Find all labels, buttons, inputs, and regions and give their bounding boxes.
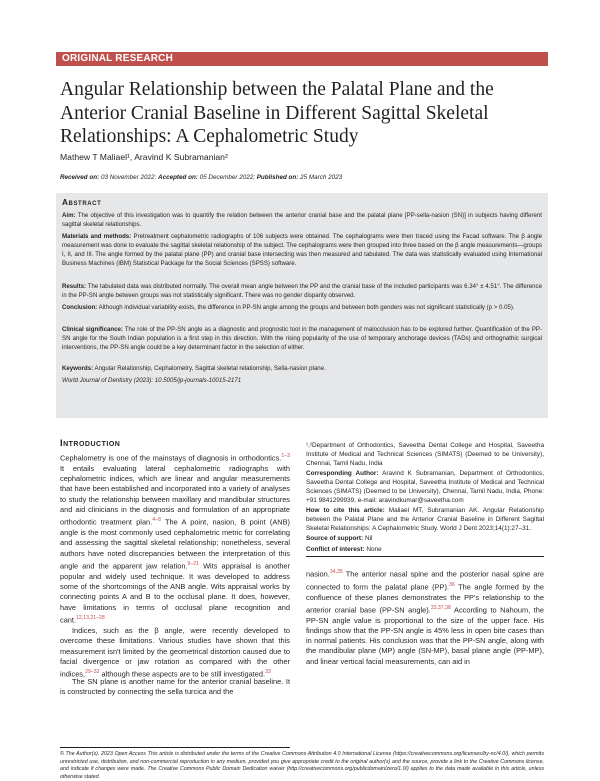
results-label: Results:	[62, 283, 87, 290]
methods-label: Materials and methods:	[62, 233, 132, 240]
intro-p1b: It entails evaluating lateral cephalometric radiographs with cephalometric indices, which are linear and angular measurements that have been established and incorporated into a variety of analyses to study the relationship between maxillary and mandibular structures and aid clinicians in the diagnosis and formulation of an appropriate orthodontic treatment plan.	[60, 463, 290, 527]
intro-paragraph-3: The SN plane is another name for the anterior cranial baseline. It is constructed by connecting the sella turcica and the	[60, 677, 290, 697]
published-date: 25 March 2023	[300, 174, 343, 181]
affiliation-text: ¹,²Department of Orthodontics, Saveetha Dental College and Hospital, Saveetha Institute of Medical and Technical Sciences (SIMATS) (Deemed to be University), Chennai, Tamil Nadu, India	[306, 442, 544, 468]
intro-paragraph-2	[60, 626, 290, 680]
support-text: Nil	[364, 535, 373, 542]
body-c: The angle formed by the confluence of these planes demonstrates the PP's relationship to the anterior cranial base (PP-SN angle).	[306, 582, 544, 615]
abstract-results	[62, 282, 542, 300]
intro-p2b: although these aspects are to be still investigated.	[99, 669, 266, 679]
ref-mark[interactable]: 29–32	[85, 669, 100, 676]
conclusion-text: Although individual variability exists, the difference in PP-SN angle among the groups and between both genders was not significant statistically (p > 0.05).	[98, 304, 515, 311]
aim-label: Aim:	[62, 212, 76, 219]
section-label: ORIGINAL RESEARCH	[56, 52, 548, 66]
ref-mark[interactable]: 1–3	[281, 453, 290, 459]
license-footnote: © The Author(s). 2023 Open Access This article is distributed under the terms of the Creative Commons Attribution 4.0 International License (https://creativecommons.org/licenses/by-nc/4.0/), which permits unrestricted use, distribution, and non-commercial reproduction in any medium, provided you give appropriate credit to the original author(s) and the source, provide a link to the Creative Commons license, and indicate if changes were made. The Creative Commons Public Domain Dedication waiver (http://creativecommons.org/publicdomain/zero/1.0/) applies to the data made available in this article, unless otherwise stated.	[60, 751, 544, 780]
conflict-of-interest	[306, 545, 544, 554]
article-title: Angular Relationship between the Palatal Plane and the Anterior Cranial Baseline in Different Sagittal Skeletal Relationships: A Cephalometric Study	[60, 79, 494, 147]
support-label: Source of support:	[306, 535, 364, 542]
introduction-heading: Introduction	[60, 437, 121, 448]
abstract-keywords	[62, 364, 542, 373]
body-b: The anterior nasal spine and the posterior nasal spine are connected to form the palatal plane (PP).	[306, 569, 544, 592]
published-label: Published on:	[256, 174, 299, 181]
author-list: Mathew T Maliael¹, Aravind K Subramanian²	[60, 152, 228, 162]
abstract-conclusion	[62, 303, 542, 312]
intro-p2a: Indices, such as the β angle, were recently developed to overcome these limitations. Various studies have shown that this measurement isn't limited by the geometrical distortion caused due to facial divergence or jaw rotation as compared with the other indices,	[60, 626, 290, 679]
abstract-aim	[62, 211, 542, 229]
abstract-methods	[62, 232, 542, 268]
conflict-label: Conflict of interest:	[306, 546, 365, 553]
accepted-label: Accepted on:	[158, 174, 198, 181]
body-d: According to Nahoum, the PP-SN angle value is proportional to the size of the upper face. His findings show that the PP-SN angle is 45% less in open bite cases than in normal patients. His conclusion was that the PP-SN angle, along with the mandibular plane (MP) angle (SN-MP), basal plane angle (PP-MP), and linear vertical facial measurements, can aid in	[306, 605, 544, 666]
cite-label: How to cite this article:	[306, 507, 385, 514]
cite-text: Maliael MT, Subramanian AK. Angular Relationship between the Palatal Plane and the Anterior Cranial Baseline in Different Sagittal Skeletal Relationships: A Cephalometric Study. World J Dent 2023;14(1):27–31.	[306, 507, 544, 533]
conflict-text: None	[366, 546, 382, 553]
significance-text: The role of the PP-SN angle as a diagnostic and prognostic tool in the management of malocclusion has to be explored further. Quantification of the PP-SN angle for the South Indian population is a first step in this direction. With the rising popularity of the use of temporary anchorage devices (TADs) and orthognathic surgical interventions, the PP-SN angle could be a key determinant factor in the selection of either.	[62, 326, 542, 351]
keywords-label: Keywords:	[62, 365, 94, 372]
intro-paragraph-1	[60, 451, 290, 626]
conclusion-label: Conclusion:	[62, 304, 98, 311]
intro-p1d: Wits appraisal is another popular and widely used technique. It was developed to address some of the shortcomings of the ANB angle. Wits appraisal works by connecting points A and B to the occlusal plane. It does, however, have limitations in terms of occlusal plane recognition and cant.	[60, 561, 290, 625]
abstract-significance	[62, 325, 542, 352]
received-date: 03 November 2022;	[100, 174, 157, 181]
ref-mark[interactable]: 36	[448, 581, 455, 588]
received-label: Received on:	[60, 174, 100, 181]
accepted-date: 05 December 2022;	[199, 174, 255, 181]
footnote-divider	[60, 747, 290, 748]
ref-mark[interactable]: 33	[265, 669, 271, 676]
abstract-heading: Abstract	[62, 198, 102, 207]
ref-mark[interactable]: 9–21	[187, 560, 200, 567]
corr-text: Aravind K Subramanian, Department of Orthodontics, Saveetha Dental College and Hospital, Saveetha Institute of Medical and Technical Sciences (SIMATS) (Deemed to be University), Chennai, Tamil Nadu, India, Phone: +91 9841299939, e-mail: aravindkumar@saveetha.com	[306, 470, 544, 505]
intro-p1c: The A point, nasion, B point (ANB) angle is the most commonly used cephalometric metric for correlating and assessing the sagittal skeletal relationship; nonetheless, several authors have noted discrepancies between the interpretation of this angle and the apparent jaw relation.	[60, 517, 291, 571]
ref-mark[interactable]: 33,37,38	[430, 604, 451, 611]
journal-citation: World Journal of Dentistry (2023): 10.5005/jp-journals-10015-2171	[62, 377, 242, 384]
ref-mark[interactable]: 4–8	[152, 517, 161, 524]
ref-mark[interactable]: 12,13,21–28	[76, 614, 105, 621]
ref-mark[interactable]: 34,35	[329, 569, 343, 575]
significance-label: Clinical significance:	[62, 326, 123, 333]
divider	[306, 556, 544, 557]
keywords-text: Angular Relationship, Cephalometry, Sagittal skeletal relationship, Sella-nasion plane.	[94, 365, 326, 372]
aim-text: The objective of this investigation was to quantify the relation between the anterior cranial base and the palatal plane [PP-sella-nasion (SN)] in subjects having different sagittal skeletal relationships.	[62, 212, 542, 228]
body-a: nasion.	[306, 569, 330, 579]
source-of-support	[306, 534, 544, 543]
results-text: The tabulated data was distributed normally. The overall mean angle between the PP and the cranial base of the included participants was 6.34° ± 4.51°. The difference in the PP-SN angle between groups was not statistically significant. There was no gender disparity observed.	[62, 283, 542, 299]
publication-dates	[60, 174, 540, 181]
right-body-paragraph	[306, 567, 544, 667]
intro-p1a: Cephalometry is one of the mainstays of diagnosis in orthodontics.	[60, 453, 282, 463]
corr-label: Corresponding Author:	[306, 470, 379, 477]
methods-text: Pretreatment cephalometric radiographs of 106 subjects were obtained. The cephalograms were then traced using the Facad software. The β angle measurement was done to evaluate the sagittal skeletal relationship of the subject. The cephalograms were then grouped into three based on the β angle measurements—groups I, II, and III. The angle formed by the palatal plane (PP) and cranial base intersecting was then measured and tabulated. The data was statistically evaluated using International Business Machines (IBM) Statistical Package for the Social Sciences (SPSS) software.	[62, 233, 542, 267]
how-to-cite	[306, 506, 544, 533]
corresponding-author	[306, 469, 544, 505]
